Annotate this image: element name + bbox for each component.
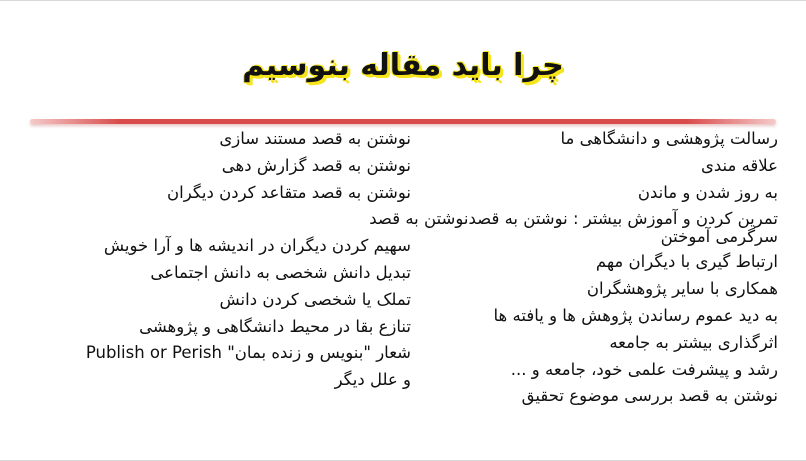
left-column-list: [31, 126, 411, 394]
list-item: رسالت پژوهشی و دانشگاهی ما: [560, 129, 778, 148]
list-item: رشد و پیشرفت علمی خود، جامعه و ...: [510, 359, 778, 379]
list-item: تبدیل دانش شخصی به دانش اجتماعی: [150, 262, 411, 282]
slide-title: چرا باید مقاله بنوسیم: [242, 48, 564, 83]
list-item: تملک یا شخصی کردن دانش: [219, 289, 411, 309]
list-item: علاقه مندی: [700, 155, 778, 175]
list-item: و علل دیگر: [334, 370, 411, 390]
list-item: سهیم کردن دیگران در اندیشه ها و آرا خویش: [103, 236, 411, 256]
list-item: نوشتن به قصد مستند سازی: [219, 129, 411, 148]
list-item: نوشتن به قصد بررسی موضوع تحقیق: [521, 386, 778, 406]
list-item-spacer: [31, 206, 411, 233]
right-column-list: [358, 126, 778, 410]
list-item: نوشتن به قصد گزارش دهی: [221, 155, 411, 175]
list-item: به دید عموم رساندن پژوهش ها و یافته ها: [493, 305, 778, 325]
list-item: اثرگذاری بیشتر به جامعه: [609, 332, 778, 352]
list-item: به روز شدن و ماندن: [637, 182, 778, 202]
slogan-item: [31, 340, 411, 367]
list-item: نوشتن به قصد متقاعد کردن دیگران: [167, 182, 411, 202]
title-divider: [30, 119, 776, 124]
slogan-english: Publish or Perish: [85, 343, 222, 363]
list-item: ارتباط گیری با دیگران مهم: [595, 252, 778, 272]
list-item: تنازع بقا در محیط دانشگاهی و پژوهشی: [139, 316, 411, 336]
slogan-persian: شعار "بنویس و زنده بمان": [227, 343, 411, 363]
list-item: تمرین کردن و آموزش بیشتر : نوشتن به قصدنوشتن به قصد سرگرمی آموختن: [369, 209, 778, 247]
list-item: همکاری با سایر پژوهشگران: [586, 279, 778, 299]
